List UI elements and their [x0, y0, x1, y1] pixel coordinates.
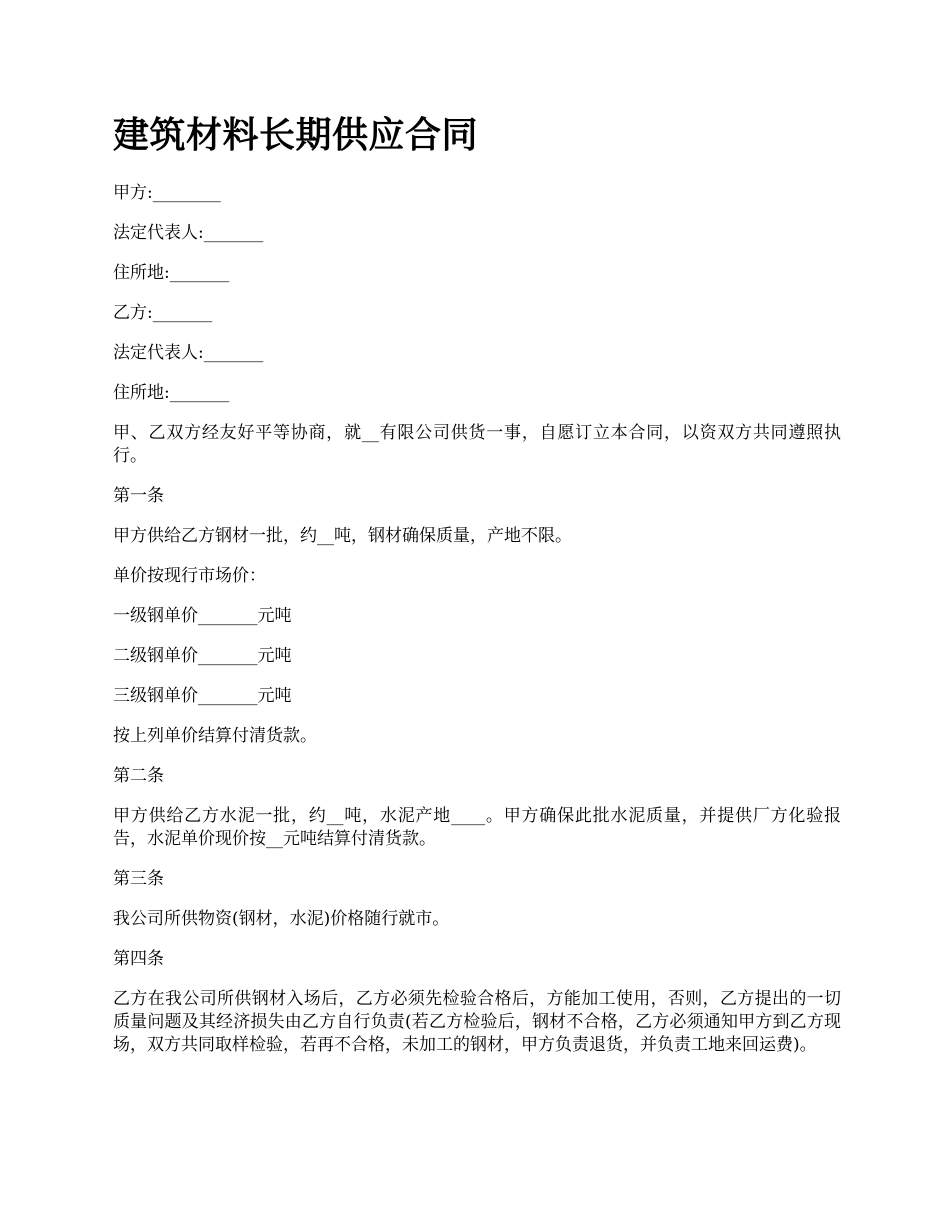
article-paragraph: 按上列单价结算付清货款。	[113, 726, 317, 746]
article-heading: 第一条	[113, 486, 164, 506]
party-b-address-field: 住所地:_______	[113, 383, 230, 403]
party-b-field: 乙方:_______	[113, 303, 213, 323]
price-line: 三级钢单价_______元吨	[113, 686, 292, 706]
preamble-paragraph: 甲、乙双方经友好平等协商，就__有限公司供货一事，自愿订立本合同，以资双方共同遵照执行。	[113, 423, 841, 466]
party-a-field: 甲方:________	[113, 183, 221, 203]
price-line: 二级钢单价_______元吨	[113, 646, 292, 666]
party-a-representative-field: 法定代表人:_______	[113, 223, 264, 243]
article-paragraph: 甲方供给乙方钢材一批，约__吨，钢材确保质量，产地不限。	[113, 526, 572, 546]
party-a-address-field: 住所地:_______	[113, 263, 230, 283]
document-title: 建筑材料长期供应合同	[113, 115, 479, 156]
document-body	[113, 112, 841, 1074]
article-paragraph: 甲方供给乙方水泥一批，约__吨，水泥产地____。甲方确保此批水泥质量，并提供厂方化验报告，水泥单价现价按__元吨结算付清货款。	[113, 806, 841, 849]
article-paragraph: 我公司所供物资(钢材，水泥)价格随行就市。	[113, 909, 450, 929]
party-b-representative-field: 法定代表人:_______	[113, 343, 264, 363]
article-heading: 第四条	[113, 949, 164, 969]
article-paragraph: 乙方在我公司所供钢材入场后，乙方必须先检验合格后，方能加工使用，否则，乙方提出的一切质量问题及其经济损失由乙方自行负责(若乙方检验后，钢材不合格，乙方必须通知甲方到乙方现场，双方共同取样检验，若再不合格，未加工的钢材，甲方负责退货，并负责工地来回运费)。	[113, 989, 841, 1055]
article-paragraph: 单价按现行市场价：	[113, 566, 266, 586]
article-heading: 第三条	[113, 869, 164, 889]
price-line: 一级钢单价_______元吨	[113, 606, 292, 626]
article-heading: 第二条	[113, 766, 164, 786]
